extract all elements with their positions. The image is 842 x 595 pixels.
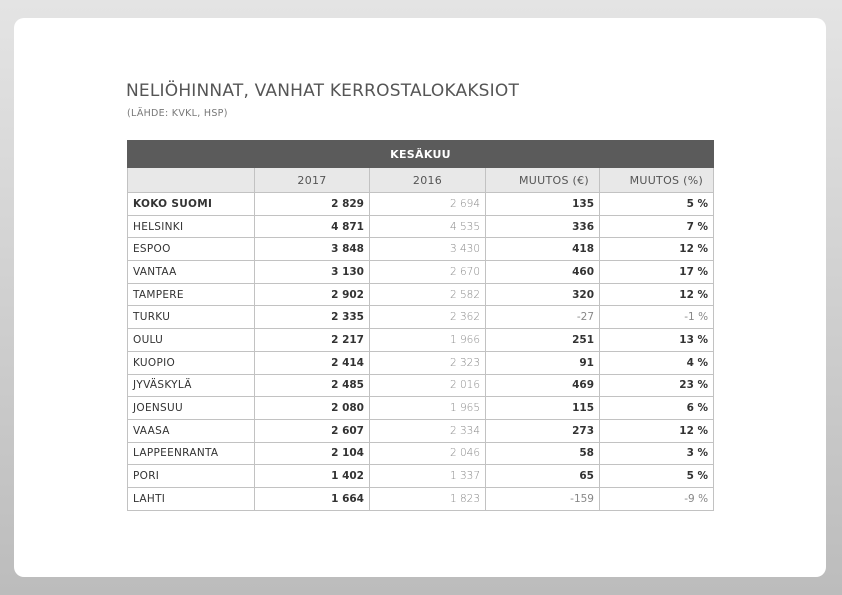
table-banner-row xyxy=(128,141,714,168)
value-2017-cell: 2 902 xyxy=(255,283,370,306)
city-cell: JYVÄSKYLÄ xyxy=(128,374,255,397)
change-pct-cell: 12 % xyxy=(600,283,714,306)
city-cell: HELSINKI xyxy=(128,215,255,238)
price-table xyxy=(127,140,714,511)
value-2017-cell: 2 335 xyxy=(255,306,370,329)
value-2017-cell: 2 829 xyxy=(255,193,370,216)
table-row xyxy=(128,374,714,397)
month-banner: KESÄKUU xyxy=(128,141,714,168)
change-eur-cell: -159 xyxy=(486,487,600,510)
change-eur-cell: 65 xyxy=(486,465,600,488)
value-2017-cell: 2 217 xyxy=(255,329,370,352)
table-row xyxy=(128,238,714,261)
value-2016-cell: 3 430 xyxy=(370,238,486,261)
change-pct-cell: -1 % xyxy=(600,306,714,329)
change-pct-cell: 12 % xyxy=(600,238,714,261)
table-row xyxy=(128,261,714,284)
header-change-pct: MUUTOS (%) xyxy=(600,168,714,193)
table-row xyxy=(128,351,714,374)
change-eur-cell: 336 xyxy=(486,215,600,238)
table-row xyxy=(128,397,714,420)
city-cell: LAPPEENRANTA xyxy=(128,442,255,465)
change-eur-cell: 320 xyxy=(486,283,600,306)
header-city xyxy=(128,168,255,193)
change-eur-cell: 469 xyxy=(486,374,600,397)
table-row xyxy=(128,306,714,329)
value-2016-cell: 2 670 xyxy=(370,261,486,284)
city-cell: PORI xyxy=(128,465,255,488)
table-row xyxy=(128,487,714,510)
value-2017-cell: 2 414 xyxy=(255,351,370,374)
change-eur-cell: 418 xyxy=(486,238,600,261)
change-pct-cell: 5 % xyxy=(600,465,714,488)
header-change-eur: MUUTOS (€) xyxy=(486,168,600,193)
value-2017-cell: 2 485 xyxy=(255,374,370,397)
value-2016-cell: 2 582 xyxy=(370,283,486,306)
table-row xyxy=(128,193,714,216)
city-cell: VANTAA xyxy=(128,261,255,284)
table-header-row xyxy=(128,168,714,193)
table-row xyxy=(128,419,714,442)
table-row xyxy=(128,442,714,465)
value-2016-cell: 1 965 xyxy=(370,397,486,420)
change-pct-cell: 3 % xyxy=(600,442,714,465)
city-cell: TURKU xyxy=(128,306,255,329)
value-2017-cell: 1 664 xyxy=(255,487,370,510)
change-eur-cell: 58 xyxy=(486,442,600,465)
value-2017-cell: 2 607 xyxy=(255,419,370,442)
change-pct-cell: 23 % xyxy=(600,374,714,397)
value-2017-cell: 2 104 xyxy=(255,442,370,465)
change-pct-cell: 5 % xyxy=(600,193,714,216)
value-2017-cell: 3 130 xyxy=(255,261,370,284)
header-2016: 2016 xyxy=(370,168,486,193)
page-title: NELIÖHINNAT, VANHAT KERROSTALOKAKSIOT xyxy=(126,81,520,101)
document-card xyxy=(14,18,826,577)
change-pct-cell: 13 % xyxy=(600,329,714,352)
change-eur-cell: 251 xyxy=(486,329,600,352)
value-2017-cell: 4 871 xyxy=(255,215,370,238)
value-2016-cell: 2 016 xyxy=(370,374,486,397)
value-2016-cell: 2 334 xyxy=(370,419,486,442)
change-pct-cell: 7 % xyxy=(600,215,714,238)
header-2017: 2017 xyxy=(255,168,370,193)
source-note: (LÄHDE: KVKL, HSP) xyxy=(127,108,228,119)
value-2016-cell: 1 966 xyxy=(370,329,486,352)
city-cell: TAMPERE xyxy=(128,283,255,306)
table-row xyxy=(128,283,714,306)
change-pct-cell: 12 % xyxy=(600,419,714,442)
value-2016-cell: 2 362 xyxy=(370,306,486,329)
table-body xyxy=(128,193,714,511)
change-pct-cell: 17 % xyxy=(600,261,714,284)
city-cell: KUOPIO xyxy=(128,351,255,374)
city-cell: JOENSUU xyxy=(128,397,255,420)
value-2016-cell: 2 046 xyxy=(370,442,486,465)
city-cell: ESPOO xyxy=(128,238,255,261)
change-eur-cell: -27 xyxy=(486,306,600,329)
table-row xyxy=(128,215,714,238)
city-cell: LAHTI xyxy=(128,487,255,510)
change-pct-cell: 6 % xyxy=(600,397,714,420)
city-cell: KOKO SUOMI xyxy=(128,193,255,216)
value-2016-cell: 4 535 xyxy=(370,215,486,238)
value-2016-cell: 1 823 xyxy=(370,487,486,510)
table-row xyxy=(128,329,714,352)
city-cell: VAASA xyxy=(128,419,255,442)
value-2017-cell: 3 848 xyxy=(255,238,370,261)
value-2016-cell: 2 694 xyxy=(370,193,486,216)
value-2016-cell: 2 323 xyxy=(370,351,486,374)
city-cell: OULU xyxy=(128,329,255,352)
change-pct-cell: -9 % xyxy=(600,487,714,510)
change-eur-cell: 91 xyxy=(486,351,600,374)
table-row xyxy=(128,465,714,488)
change-eur-cell: 135 xyxy=(486,193,600,216)
change-eur-cell: 273 xyxy=(486,419,600,442)
change-pct-cell: 4 % xyxy=(600,351,714,374)
change-eur-cell: 115 xyxy=(486,397,600,420)
value-2017-cell: 2 080 xyxy=(255,397,370,420)
change-eur-cell: 460 xyxy=(486,261,600,284)
value-2016-cell: 1 337 xyxy=(370,465,486,488)
value-2017-cell: 1 402 xyxy=(255,465,370,488)
